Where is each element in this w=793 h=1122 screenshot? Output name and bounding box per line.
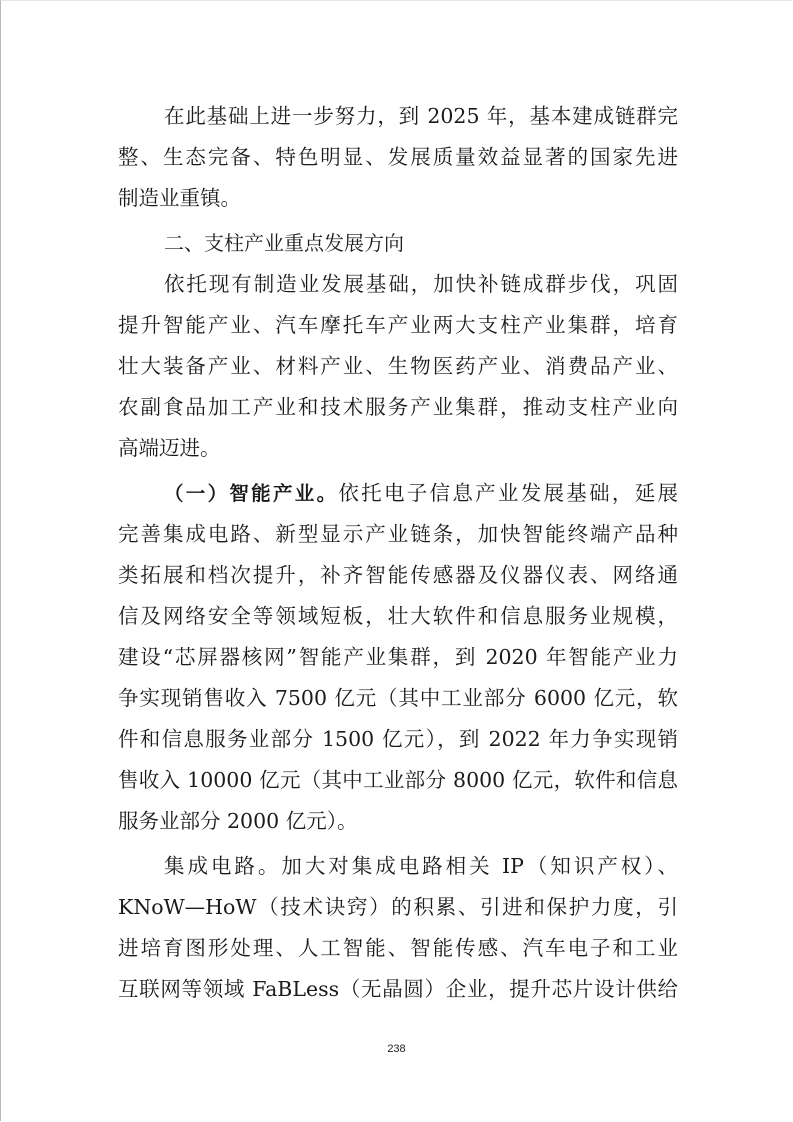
text-line: 制造业重镇。 (118, 186, 241, 210)
text-line: 件和信息服务业部分 1500 亿元），到 2022 年力争实现销 (118, 727, 678, 751)
text-line: 争实现销售收入 7500 亿元（其中工业部分 6000 亿元，软 (118, 686, 678, 710)
text-line: 高端迈进。 (118, 436, 221, 460)
text-line: 依托现有制造业发展基础，加快补链成群步伐，巩固 (164, 272, 678, 296)
section-heading: 二、支柱产业重点发展方向 (164, 231, 404, 255)
text-line: 在此基础上进一步努力，到 2025 年，基本建成链群完 (164, 104, 678, 128)
document-body (118, 96, 678, 1010)
text-line: KNoW—HoW（技术诀窍）的积累、引进和保护力度，引 (118, 895, 678, 919)
text-line (118, 473, 678, 514)
subsection-lead: （一）智能产业。 (164, 482, 339, 505)
text-line: 壮大装备产业、材料产业、生物医药产业、消费品产业、 (118, 354, 678, 378)
text-line: 类拓展和档次提升，补齐智能传感器及仪器仪表、网络通 (118, 563, 678, 587)
text-line: 进培育图形处理、人工智能、智能传感、汽车电子和工业 (118, 936, 678, 960)
text-line: 互联网等领域 FaBLess（无晶圆）企业，提升芯片设计供给 (118, 977, 678, 1001)
text-line: 提升智能产业、汽车摩托车产业两大支柱产业集群，培育 (118, 313, 678, 337)
paragraph-smart-industry (118, 473, 678, 842)
text-line: 售收入 10000 亿元（其中工业部分 8000 亿元，软件和信息 (118, 768, 678, 792)
text-segment: 依托电子信息产业发展基础，延展 (338, 481, 678, 505)
paragraph-integrated-circuits (118, 846, 678, 1010)
text-line: 建设“芯屏器核网”智能产业集群，到 2020 年智能产业力 (118, 645, 678, 669)
text-line: 整、生态完备、特色明显、发展质量效益显著的国家先进 (118, 145, 678, 169)
paragraph-pillar-overview (118, 264, 678, 469)
paragraph-goal-2025 (118, 96, 678, 219)
page-number: 238 (387, 1043, 406, 1055)
text-line: 集成电路。加大对集成电路相关 IP（知识产权）、 (164, 854, 678, 878)
text-line: 农副食品加工产业和技术服务产业集群，推动支柱产业向 (118, 395, 678, 419)
text-line: 服务业部分 2000 亿元）。 (118, 809, 358, 833)
text-line: 信及网络安全等领域短板，壮大软件和信息服务业规模， (118, 604, 678, 628)
text-line: 完善集成电路、新型显示产业链条，加快智能终端产品种 (118, 522, 678, 546)
